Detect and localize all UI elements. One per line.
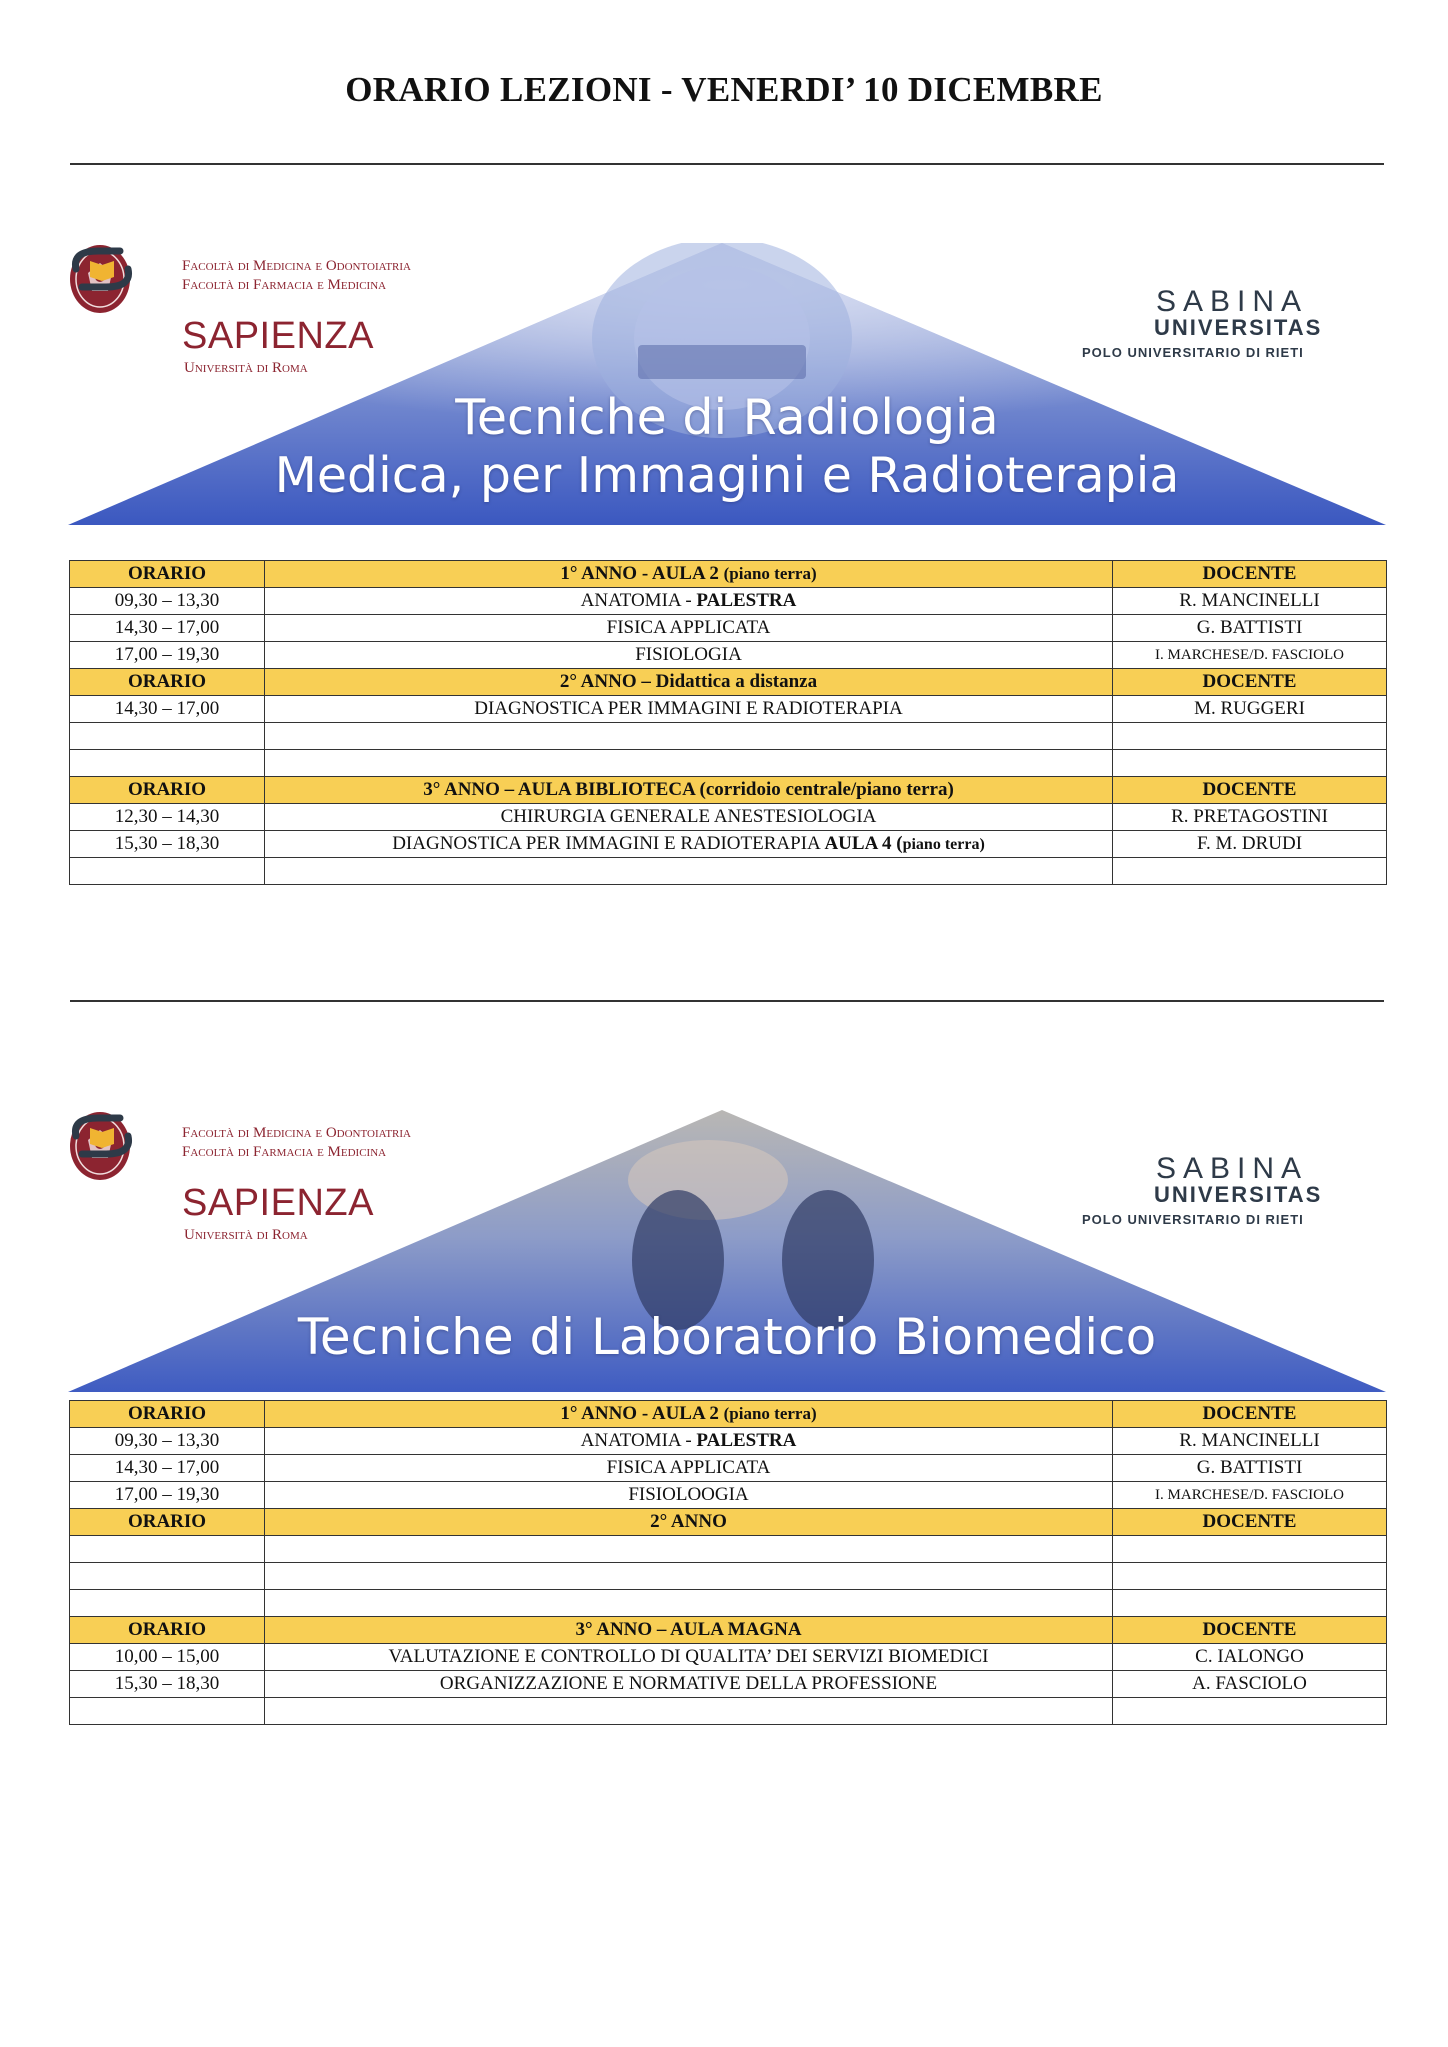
header-orario: ORARIO <box>70 561 265 588</box>
divider-middle <box>70 1000 1384 1002</box>
time-cell: 12,30 – 14,30 <box>70 804 265 831</box>
course-cell: ANATOMIA - PALESTRA <box>265 1428 1113 1455</box>
header-anno: 2° ANNO <box>265 1509 1113 1536</box>
header-orario: ORARIO <box>70 1617 265 1644</box>
course-cell: DIAGNOSTICA PER IMMAGINI E RADIOTERAPIA <box>265 696 1113 723</box>
table-row <box>70 1455 1387 1482</box>
table-header-row <box>70 1509 1387 1536</box>
docente-cell: F. M. DRUDI <box>1113 831 1387 858</box>
sabina-book-logo-icon <box>68 243 136 293</box>
table-row <box>70 696 1387 723</box>
course-cell: FISIOLOGIA <box>265 642 1113 669</box>
docente-cell: R. PRETAGOSTINI <box>1113 804 1387 831</box>
header-docente: DOCENTE <box>1113 777 1387 804</box>
sabina-book-logo-icon <box>68 1110 136 1160</box>
time-cell: 15,30 – 18,30 <box>70 831 265 858</box>
empty-row <box>70 1536 1387 1563</box>
docente-cell: G. BATTISTI <box>1113 1455 1387 1482</box>
course-cell: FISIOLOOGIA <box>265 1482 1113 1509</box>
course-title: Tecniche di Laboratorio Biomedico <box>297 1308 1157 1366</box>
table-header-row <box>70 1617 1387 1644</box>
sapienza-subtitle: Università di Roma <box>184 1227 308 1243</box>
course-title-line2: Medica, per Immagini e Radioterapia <box>274 447 1180 504</box>
table-row <box>70 1482 1387 1509</box>
docente-cell: G. BATTISTI <box>1113 615 1387 642</box>
table-row <box>70 1671 1387 1698</box>
time-cell: 14,30 – 17,00 <box>70 696 265 723</box>
sabina-polo: POLO UNIVERSITARIO DI RIETI <box>1082 345 1304 360</box>
table-row <box>70 588 1387 615</box>
header-docente: DOCENTE <box>1113 1509 1387 1536</box>
time-cell: 14,30 – 17,00 <box>70 615 265 642</box>
time-cell: 14,30 – 17,00 <box>70 1455 265 1482</box>
faculty-names: Facoltà di Medicina e Odontoiatria Facoltà di Farmacia e Medicina <box>182 1125 411 1160</box>
header-anno: 1° ANNO - AULA 2 (piano terra) <box>265 1401 1113 1428</box>
docente-cell: I. MARCHESE/D. FASCIOLO <box>1113 1482 1387 1509</box>
table-header-row <box>70 561 1387 588</box>
sapienza-subtitle: Università di Roma <box>184 360 308 376</box>
header-anno: 2° ANNO – Didattica a distanza <box>265 669 1113 696</box>
header-docente: DOCENTE <box>1113 1401 1387 1428</box>
table-row <box>70 1428 1387 1455</box>
table-row <box>70 804 1387 831</box>
sabina-polo: POLO UNIVERSITARIO DI RIETI <box>1082 1212 1304 1227</box>
sabina-universitas: UNIVERSITAS <box>1154 1182 1323 1207</box>
header-orario: ORARIO <box>70 777 265 804</box>
page-title: ORARIO LEZIONI - VENERDI’ 10 DICEMBRE <box>345 70 1103 109</box>
banner-radiologia <box>68 243 1386 525</box>
header-anno: 3° ANNO – AULA BIBLIOTECA (corridoio centrale/piano terra) <box>265 777 1113 804</box>
time-cell: 09,30 – 13,30 <box>70 1428 265 1455</box>
course-cell: FISICA APPLICATA <box>265 1455 1113 1482</box>
schedule-table-radiologia <box>69 560 1387 885</box>
header-docente: DOCENTE <box>1113 669 1387 696</box>
sabina-name: SABINA <box>1156 1152 1309 1185</box>
table-header-row <box>70 1401 1387 1428</box>
header-docente: DOCENTE <box>1113 1617 1387 1644</box>
table-row <box>70 1644 1387 1671</box>
header-orario: ORARIO <box>70 1401 265 1428</box>
time-cell: 15,30 – 18,30 <box>70 1671 265 1698</box>
table-header-row <box>70 669 1387 696</box>
sabina-name: SABINA <box>1156 285 1309 318</box>
course-cell: FISICA APPLICATA <box>265 615 1113 642</box>
header-docente: DOCENTE <box>1113 561 1387 588</box>
time-cell: 17,00 – 19,30 <box>70 642 265 669</box>
course-cell: CHIRURGIA GENERALE ANESTESIOLOGIA <box>265 804 1113 831</box>
sapienza-name: SAPIENZA <box>182 1182 374 1224</box>
time-cell: 17,00 – 19,30 <box>70 1482 265 1509</box>
empty-row <box>70 723 1387 750</box>
docente-cell: M. RUGGERI <box>1113 696 1387 723</box>
sabina-universitas: UNIVERSITAS <box>1154 315 1323 340</box>
course-title-line1: Tecniche di Radiologia <box>455 389 999 446</box>
docente-cell: A. FASCIOLO <box>1113 1671 1387 1698</box>
table-row <box>70 831 1387 858</box>
header-anno: 3° ANNO – AULA MAGNA <box>265 1617 1113 1644</box>
empty-row <box>70 750 1387 777</box>
time-cell: 10,00 – 15,00 <box>70 1644 265 1671</box>
docente-cell: R. MANCINELLI <box>1113 588 1387 615</box>
docente-cell: R. MANCINELLI <box>1113 1428 1387 1455</box>
table-header-row <box>70 777 1387 804</box>
schedule-table-laboratorio <box>69 1400 1387 1725</box>
table-row <box>70 642 1387 669</box>
empty-row <box>70 1698 1387 1725</box>
sapienza-name: SAPIENZA <box>182 315 374 357</box>
faculty-names: Facoltà di Medicina e Odontoiatria Facoltà di Farmacia e Medicina <box>182 258 411 293</box>
empty-row <box>70 1563 1387 1590</box>
banner-laboratorio <box>68 1110 1386 1392</box>
header-orario: ORARIO <box>70 1509 265 1536</box>
divider-top <box>70 163 1384 165</box>
course-cell: ANATOMIA - PALESTRA <box>265 588 1113 615</box>
empty-row <box>70 1590 1387 1617</box>
time-cell: 09,30 – 13,30 <box>70 588 265 615</box>
course-cell: VALUTAZIONE E CONTROLLO DI QUALITA’ DEI SERVIZI BIOMEDICI <box>265 1644 1113 1671</box>
course-cell: ORGANIZZAZIONE E NORMATIVE DELLA PROFESSIONE <box>265 1671 1113 1698</box>
course-cell: DIAGNOSTICA PER IMMAGINI E RADIOTERAPIA AULA 4 (piano terra) <box>265 831 1113 858</box>
docente-cell: I. MARCHESE/D. FASCIOLO <box>1113 642 1387 669</box>
header-orario: ORARIO <box>70 669 265 696</box>
docente-cell: C. IALONGO <box>1113 1644 1387 1671</box>
empty-row <box>70 858 1387 885</box>
table-row <box>70 615 1387 642</box>
header-anno: 1° ANNO - AULA 2 (piano terra) <box>265 561 1113 588</box>
